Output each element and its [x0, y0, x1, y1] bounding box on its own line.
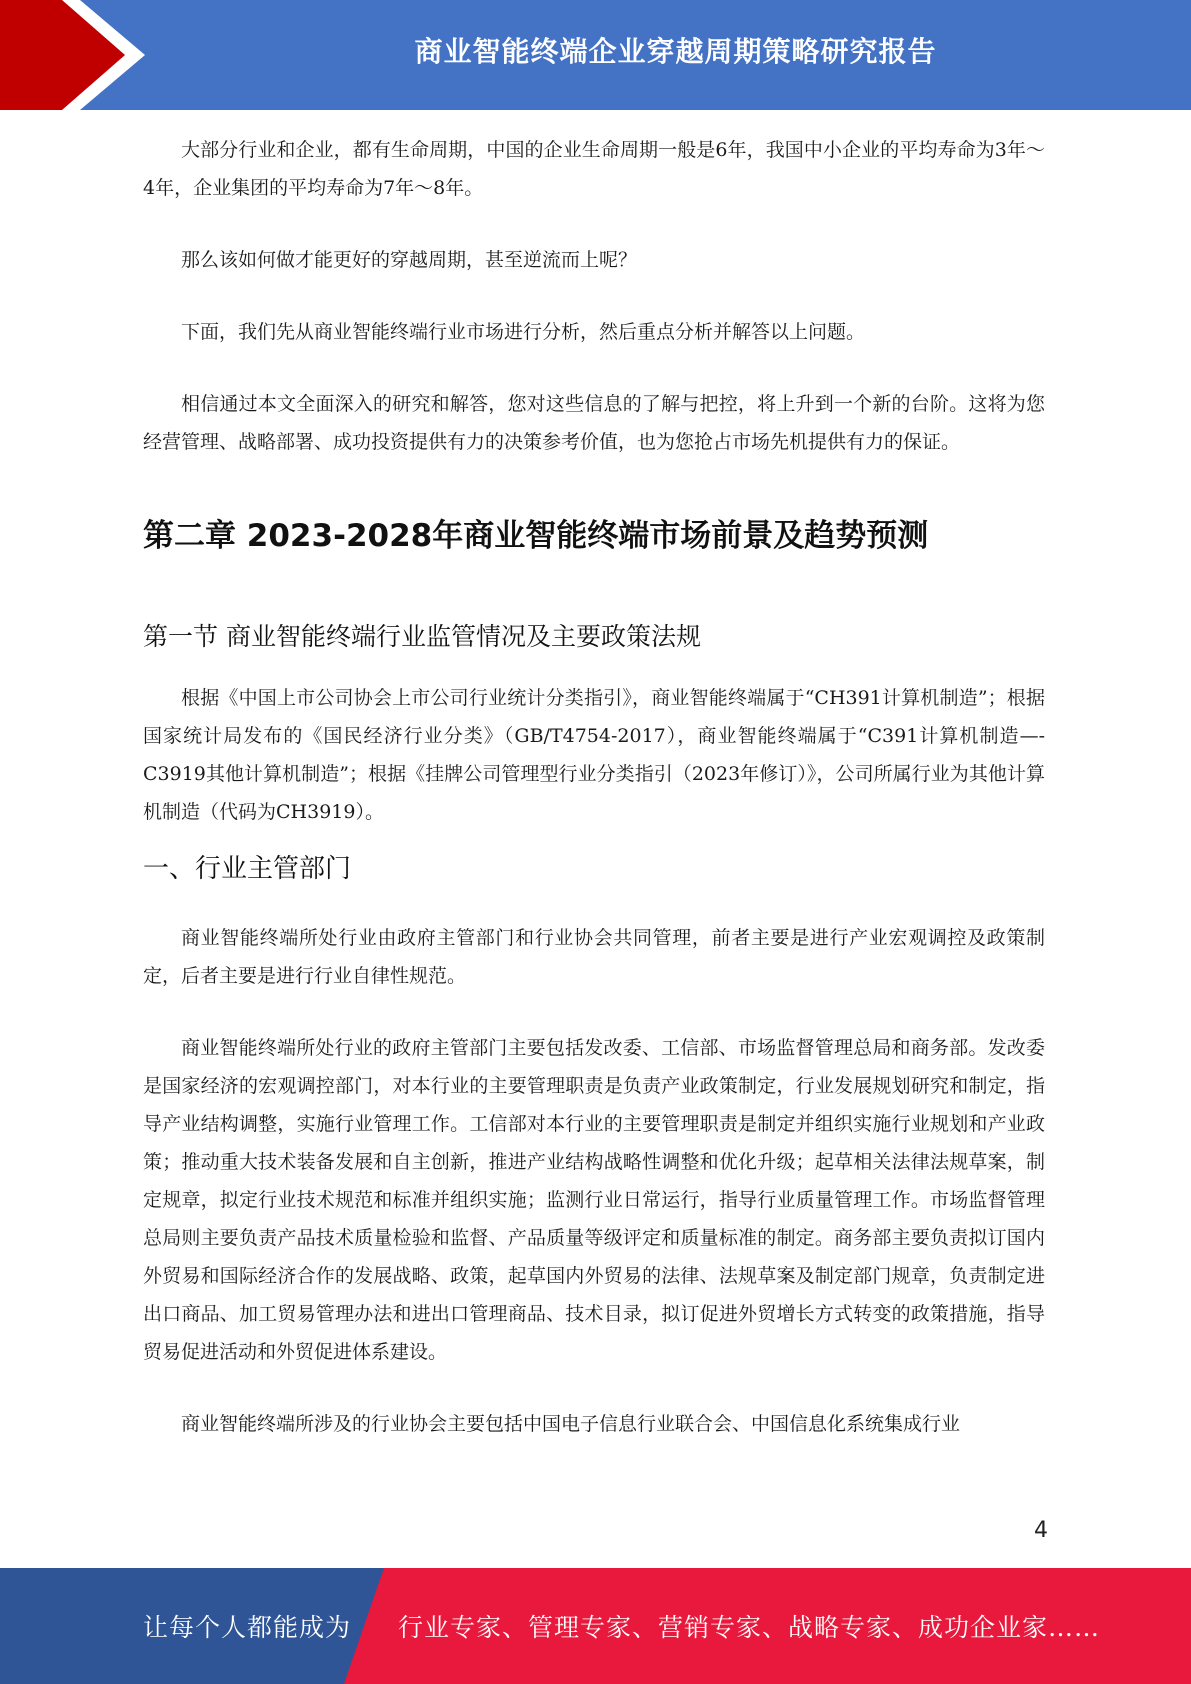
intro-paragraph-1: 大部分行业和企业，都有生命周期，中国的企业生命周期一般是6年，我国中小企业的平均寿命为3年～4年，企业集团的平均寿命为7年～8年。 [143, 139, 1045, 199]
page-footer [0, 1568, 1191, 1684]
page-header [0, 0, 1191, 110]
intro-paragraph-2: 那么该如何做才能更好的穿越周期，甚至逆流而上呢？ [181, 249, 638, 271]
subsection-heading: 一、行业主管部门 [143, 854, 352, 884]
subsection-paragraph-3: 商业智能终端所涉及的行业协会主要包括中国电子信息行业联合会、中国信息化系统集成行业 [181, 1413, 961, 1435]
footer-slogan-right: 行业专家、管理专家、营销专家、战略专家、成功企业家…… [398, 1613, 1101, 1642]
page-number: 4 [1034, 1518, 1048, 1543]
page-content [143, 131, 1045, 1443]
intro-paragraph-4: 相信通过本文全面深入的研究和解答，您对这些信息的了解与把控，将上升到一个新的台阶。这将为您经营管理、战略部署、成功投资提供有力的决策参考价值，也为您抢占市场先机提供有力的保证。 [143, 393, 1045, 453]
section-paragraph-1: 根据《中国上市公司协会上市公司行业统计分类指引》，商业智能终端属于“CH391计算机制造”；根据国家统计局发布的《国民经济行业分类》（GB/T4754-2017），商业智能终端属于“C391计算机制造—-C3919其他计算机制造”；根据《挂牌公司管理型行业分类指引（2023年修订）》，公司所属行业为其他计算机制造（代码为CH3919）。 [143, 687, 1045, 823]
footer-slogan-left: 让每个人都能成为 [143, 1613, 352, 1642]
subsection-paragraph-2: 商业智能终端所处行业的政府主管部门主要包括发改委、工信部、市场监督管理总局和商务部。发改委是国家经济的宏观调控部门，对本行业的主要管理职责是负责产业政策制定，行业发展规划研究和制定，指导产业结构调整，实施行业管理工作。工信部对本行业的主要管理职责是制定并组织实施行业规划和产业政策；推动重大技术装备发展和自主创新，推进产业结构战略性调整和优化升级；起草相关法律法规草案，制定规章，拟定行业技术规范和标准并组织实施；监测行业日常运行，指导行业质量管理工作。市场监督管理总局则主要负责产品技术质量检验和监督、产品质量等级评定和质量标准的制定。商务部主要负责拟订国内外贸易和国际经济合作的发展战略、政策，起草国内外贸易的法律、法规草案及制定部门规章，负责制定进出口商品、加工贸易管理办法和进出口管理商品、技术目录，拟订促进外贸增长方式转变的政策措施，指导贸易促进活动和外贸促进体系建设。 [143, 1037, 1045, 1363]
subsection-paragraph-1: 商业智能终端所处行业由政府主管部门和行业协会共同管理，前者主要是进行产业宏观调控及政策制定，后者主要是进行行业自律性规范。 [143, 927, 1045, 987]
report-title: 商业智能终端企业穿越周期策略研究报告 [414, 35, 937, 68]
chapter-heading: 第二章 2023-2028年商业智能终端市场前景及趋势预测 [143, 518, 929, 554]
header-chevron-decoration [0, 0, 160, 110]
section-heading: 第一节 商业智能终端行业监管情况及主要政策法规 [143, 622, 701, 651]
intro-paragraph-3: 下面，我们先从商业智能终端行业市场进行分析，然后重点分析并解答以上问题。 [181, 321, 866, 343]
